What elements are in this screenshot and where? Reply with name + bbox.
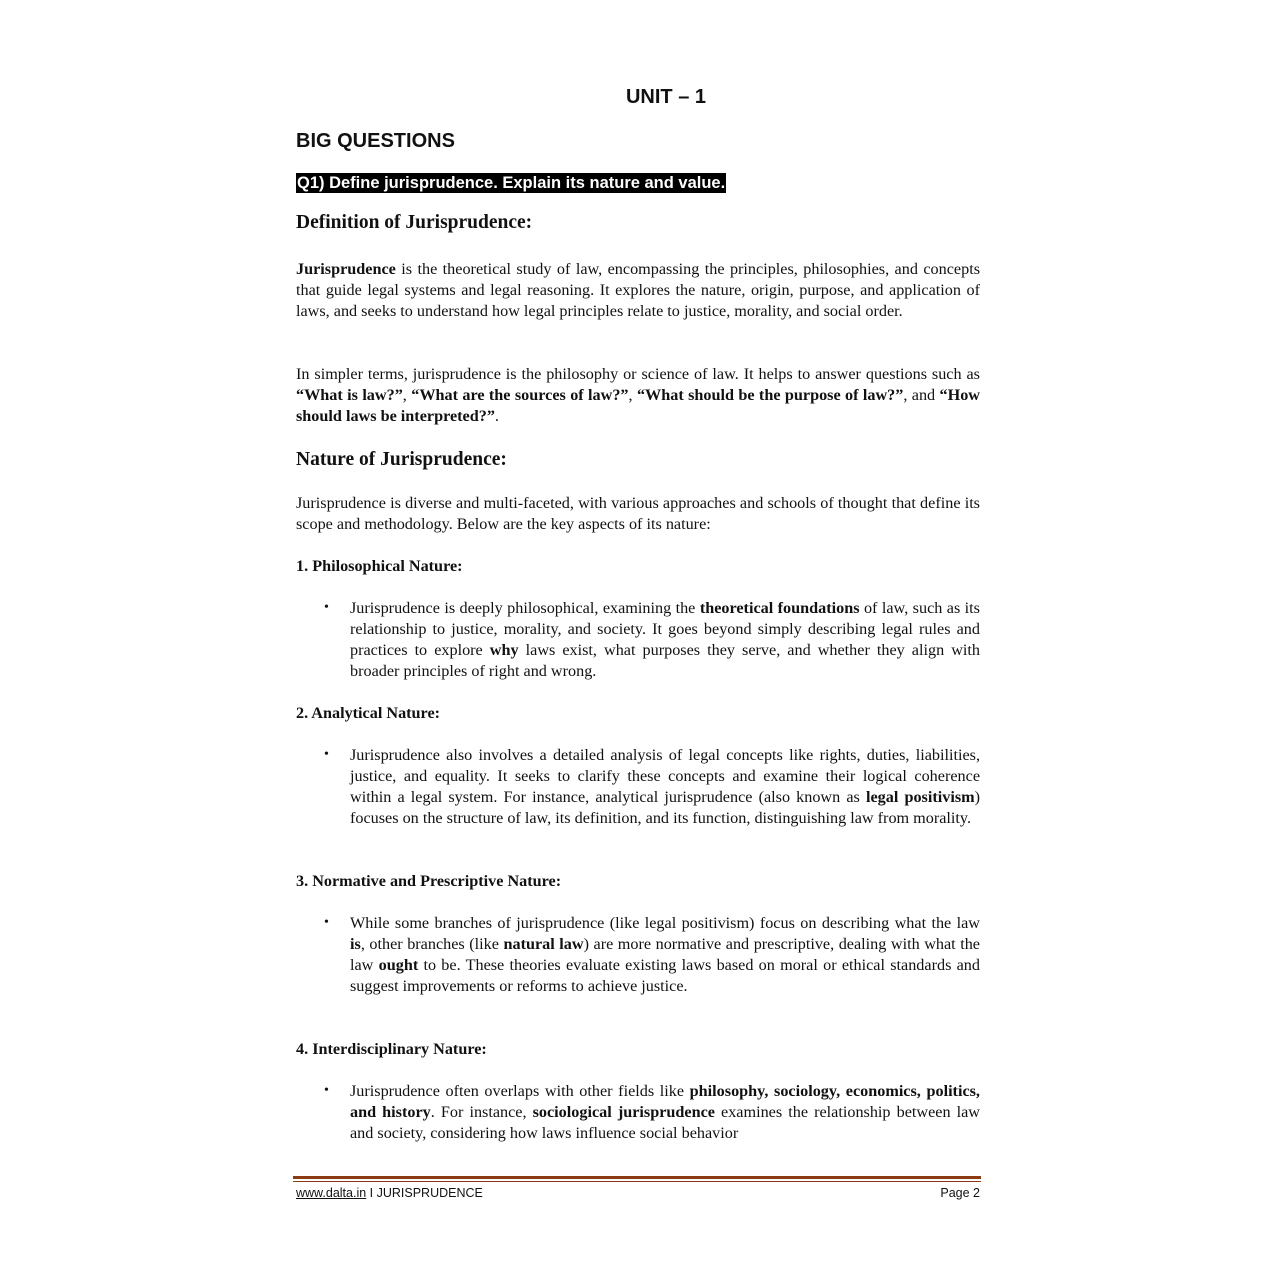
bullet-icon: • (324, 1083, 329, 1098)
nature-3-text: While some branches of jurisprudence (like legal positivism) focus on describing what the law is, other branches (like natural law) are more normative and prescriptive, dealing with what the law ought to be. These theories evaluate existing laws based on moral or ethical standards and suggest improvements or reforms to achieve justice. (350, 914, 980, 995)
nature-intro: Jurisprudence is diverse and multi-faceted, with various approaches and schools of thought that define its scope and methodology. Below are the key aspects of its nature: (296, 494, 980, 533)
definition-heading: Definition of Jurisprudence: (296, 212, 533, 233)
nature-1-heading: 1. Philosophical Nature: (296, 557, 463, 575)
footer-site-link[interactable]: www.dalta.in (296, 1186, 367, 1200)
bullet-icon: • (324, 747, 329, 762)
definition-paragraph-1: Jurisprudence is the theoretical study of law, encompassing the principles, philosophies, and concepts that guide legal systems and legal reasoning. It explores the nature, origin, purpose, and application of laws, and seeks to understand how legal principles relate to justice, morality, and social order. (296, 260, 980, 320)
nature-heading: Nature of Jurisprudence: (296, 449, 507, 470)
definition-paragraph-2: In simpler terms, jurisprudence is the philosophy or science of law. It helps to answer questions such as “What is law?”, “What are the sources of law?”, “What should be the purpose of law?”, and “How should laws be interpreted?”. (296, 365, 980, 425)
page-number: Page 2 (940, 1186, 980, 1200)
bullet-icon: • (324, 600, 329, 615)
section-title: BIG QUESTIONS (296, 130, 455, 152)
question-heading: Q1) Define jurisprudence. Explain its nature and value. (297, 174, 726, 192)
unit-title: UNIT – 1 (625, 86, 707, 108)
nature-4-heading: 4. Interdisciplinary Nature: (296, 1040, 487, 1058)
nature-4-text: Jurisprudence often overlaps with other fields like philosophy, sociology, economics, politics, and history. For instance, sociological jurisprudence examines the relationship between law and society, considering how laws influence social behavior (350, 1082, 980, 1142)
footer-subject: I JURISPRUDENCE (366, 1186, 483, 1200)
term-jurisprudence: Jurisprudence (296, 260, 396, 278)
nature-1-text: Jurisprudence is deeply philosophical, examining the theoretical foundations of law, such as its relationship to justice, morality, and society. It goes beyond simply describing legal rules and practices to explore why laws exist, what purposes they serve, and whether they align with broader principles of right and wrong. (350, 599, 980, 680)
footer-rule (293, 1176, 981, 1179)
nature-2-text: Jurisprudence also involves a detailed analysis of legal concepts like rights, duties, liabilities, justice, and equality. It seeks to clarify these concepts and examine their logical coherence within a legal system. For instance, analytical jurisprudence (also known as legal positivism) focuses on the structure of law, its definition, and its function, distinguishing law from morality. (350, 746, 980, 827)
page-footer (296, 1186, 980, 1200)
nature-2-heading: 2. Analytical Nature: (296, 704, 441, 722)
nature-3-heading: 3. Normative and Prescriptive Nature: (296, 872, 562, 890)
bullet-icon: • (324, 915, 329, 930)
footer-rule-thin (293, 1181, 981, 1182)
